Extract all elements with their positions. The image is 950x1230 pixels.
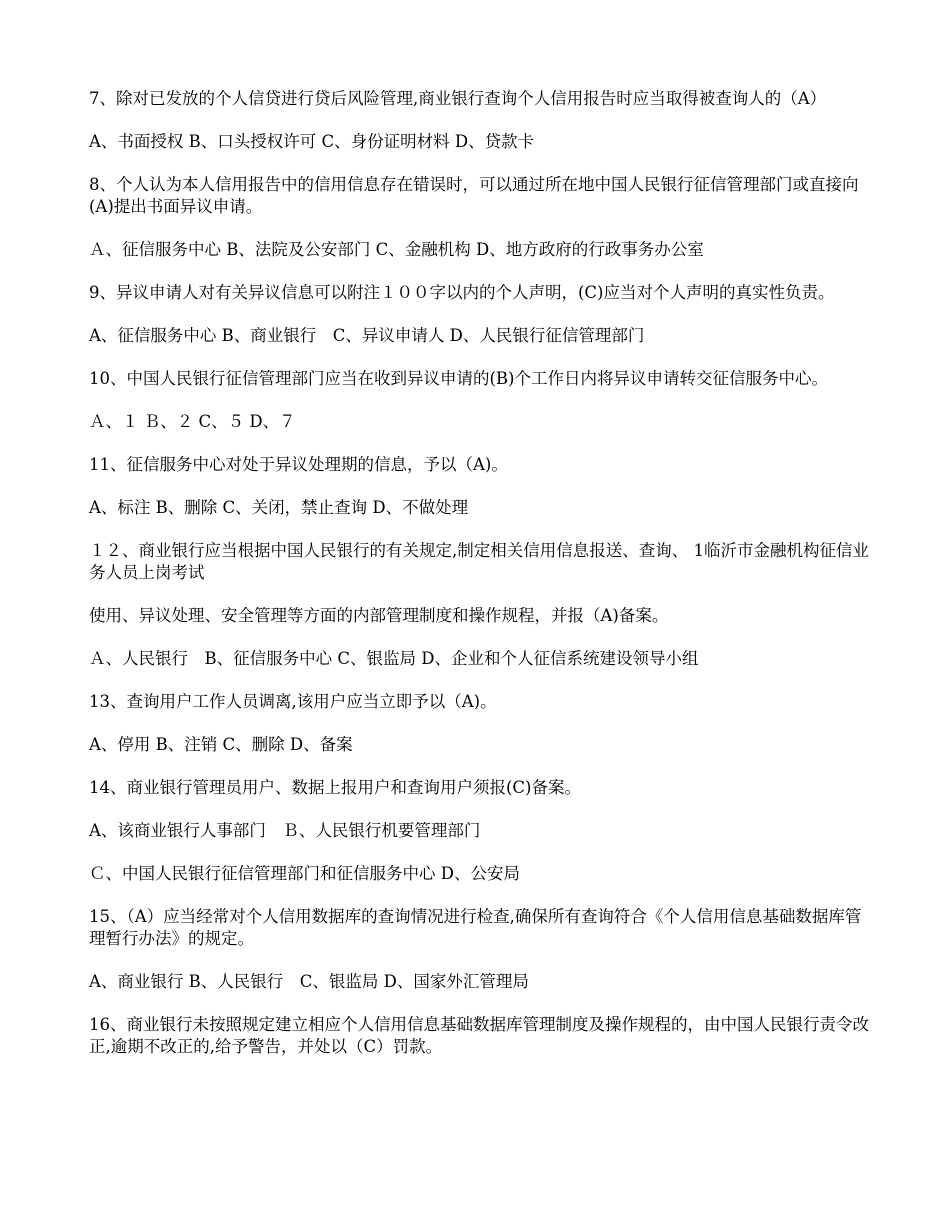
document-body bbox=[89, 88, 869, 1079]
question-8: 8、个人认为本人信用报告中的信用信息存在错误时，可以通过所在地中国人民银行征信管理部门或直接向(A)提出书面异议申请。 bbox=[89, 175, 859, 216]
options-15: A、商业银行 B、人民银行 C、银监局 D、国家外汇管理局 bbox=[89, 972, 529, 991]
question-9: 9、异议申请人对有关异议信息可以附注１００字以内的个人声明，(C)应当对个人声明的真实性负责。 bbox=[89, 283, 835, 302]
options-8: Ａ、征信服务中心 B、法院及公安部门 C、金融机构 D、地方政府的行政事务办公室 bbox=[89, 240, 704, 259]
question-13: 13、查询用户工作人员调离,该用户应当立即予以（A)。 bbox=[89, 692, 497, 711]
options-13: A、停用 B、注销 C、删除 D、备案 bbox=[89, 735, 353, 754]
options-10: Ａ、１ Ｂ、２ C、５ D、７ bbox=[89, 412, 296, 431]
options-11: A、标注 B、删除 C、关闭，禁止查询 D、不做处理 bbox=[89, 498, 469, 517]
question-12-continued: 使用、异议处理、安全管理等方面的内部管理制度和操作规程，并报（A)备案。 bbox=[89, 606, 669, 625]
options-9: A、征信服务中心 B、商业银行 C、异议申请人 D、人民银行征信管理部门 bbox=[89, 326, 645, 345]
question-10: 10、中国人民银行征信管理部门应当在收到异议申请的(B)个工作日内将异议申请转交征信服务中心。 bbox=[89, 369, 828, 388]
options-14-line-1: A、该商业银行人事部门 Ｂ、人民银行机要管理部门 bbox=[89, 821, 481, 840]
options-14-line-2: Ｃ、中国人民银行征信管理部门和征信服务中心 D、公安局 bbox=[89, 864, 520, 883]
question-14: 14、商业银行管理员用户、数据上报用户和查询用户须报(C)备案。 bbox=[89, 778, 581, 797]
question-12: １２、商业银行应当根据中国人民银行的有关规定,制定相关信用信息报送、查询、 1临沂市金融机构征信业务人员上岗考试 bbox=[89, 541, 869, 582]
question-15: 15、（A）应当经常对个人信用数据库的查询情况进行检查,确保所有查询符合《个人信用信息基础数据库管理暂行办法》的规定。 bbox=[89, 907, 862, 948]
options-12: Ａ、人民银行 B、征信服务中心 C、银监局 D、企业和个人征信系统建设领导小组 bbox=[89, 649, 699, 668]
question-11: 11、征信服务中心对处于异议处理期的信息，予以（A)。 bbox=[89, 455, 508, 474]
options-7: A、书面授权 B、口头授权许可 C、身份证明材料 D、贷款卡 bbox=[89, 132, 535, 151]
question-7: 7、除对已发放的个人信贷进行贷后风险管理,商业银行查询个人信用报告时应当取得被查询人的（A） bbox=[89, 89, 827, 108]
question-16: 16、商业银行未按照规定建立相应个人信用信息基础数据库管理制度及操作规程的，由中国人民银行责令改正,逾期不改正的,给予警告，并处以（C）罚款。 bbox=[89, 1015, 869, 1056]
